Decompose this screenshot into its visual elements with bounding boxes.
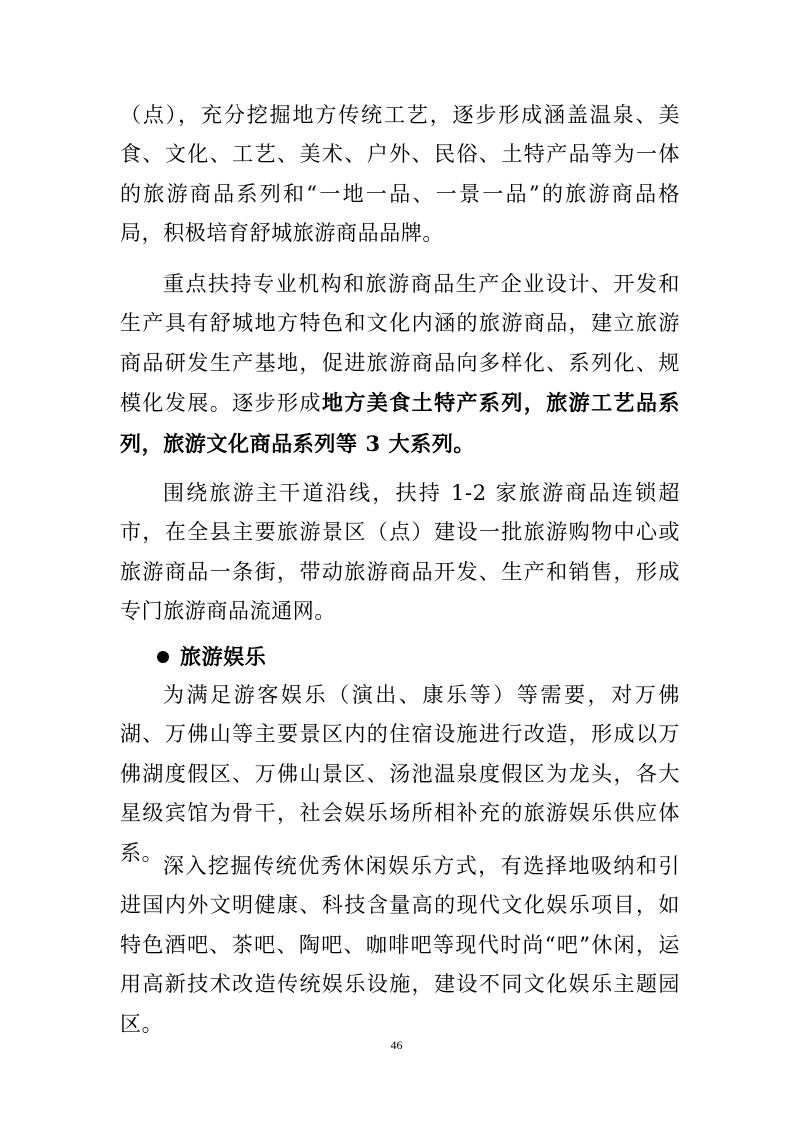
paragraph-plain-text: 重点扶持专业机构和旅游商品生产企业设计、开发和生产具有舒城地方特色和文化内涵的旅游商品，建立旅游商品研发生产基地，促进旅游商品向多样化、系列化、规模化发展。逐步形成 — [120, 272, 680, 416]
paragraph-bold-text: 地方美食土特产系列，旅游工艺品系列，旅游文化商品系列等 3 大系列。 — [120, 390, 680, 456]
bullet-dot-icon — [157, 651, 169, 663]
paragraph-entertainment-supply: 为满足游客娱乐（演出、康乐等）等需要，对万佛湖、万佛山等主要景区内的住宿设施进行改造，形成以万佛湖度假区、万佛山景区、汤池温泉度假区为龙头，各大星级宾馆为骨干，社会娱乐场所相补充的旅游娱乐供应体系。 — [120, 683, 680, 865]
section-heading-text: 旅游娱乐 — [180, 644, 267, 669]
page-number: 46 — [390, 1038, 403, 1052]
paragraph-tourism-products-retail: 围绕旅游主干道沿线，扶持 1-2 家旅游商品连锁超市，在全县主要旅游景区（点）建设一批旅游购物中心或旅游商品一条街，带动旅游商品开发、生产和销售，形成专门旅游商品流通网。 — [120, 481, 680, 624]
paragraph-tourism-products-development — [120, 265, 680, 464]
section-heading-tourism-entertainment — [157, 640, 557, 674]
paragraph-tourism-products-intro: （点），充分挖掘地方传统工艺，逐步形成涵盖温泉、美食、文化、工艺、美术、户外、民俗、土特产品等为一体的旅游商品系列和“一地一品、一景一品”的旅游商品格局，积极培育舒城旅游商品品牌。 — [120, 103, 680, 246]
paragraph-entertainment-modern: 深入挖掘传统优秀休闲娱乐方式，有选择地吸纳和引进国内外文明健康、科技含量高的现代文化娱乐项目，如特色酒吧、茶吧、陶吧、咖啡吧等现代时尚“吧”休闲，运用高新技术改造传统娱乐设施，建设不同文化娱乐主题园区。 — [120, 854, 680, 1036]
